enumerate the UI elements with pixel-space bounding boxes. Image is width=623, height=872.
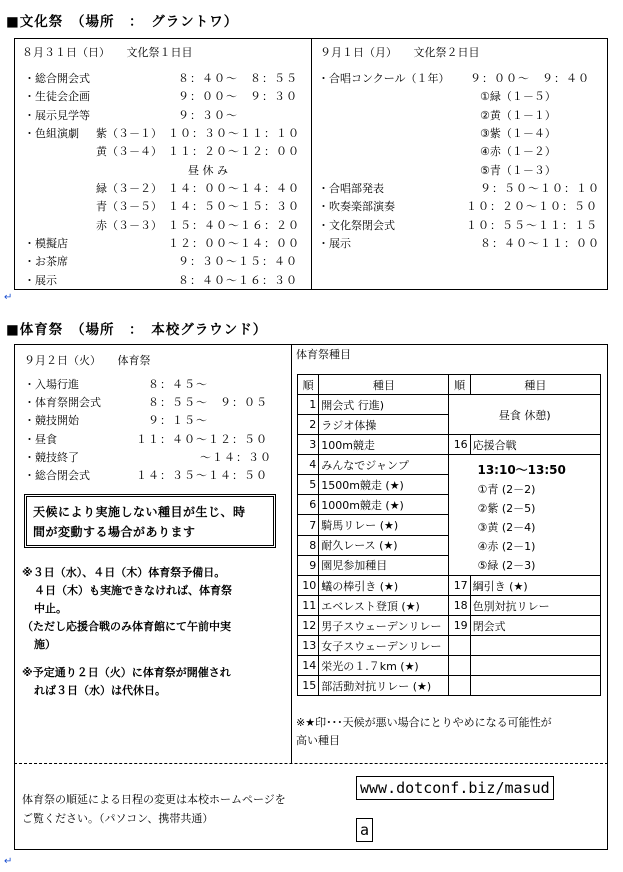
list-item-time: ９：００～ ９：４０ <box>470 72 590 85</box>
sports-divider <box>291 344 292 763</box>
list-item-time: ９：３０～ <box>178 109 238 122</box>
note-line: （ただし応援合戦のみ体育館にて午前中実 <box>22 620 231 633</box>
event-name: 開会式 行進) <box>319 395 449 415</box>
note-line: 施） <box>34 638 56 651</box>
event-number: 8 <box>298 535 319 555</box>
list-item-time: １２：００～１４：００ <box>168 237 300 250</box>
event-name: 蟻の棒引き (★) <box>319 576 449 596</box>
column-header: 種目 <box>470 375 600 395</box>
list-item-time: １５：４０～１６：２０ <box>168 219 300 232</box>
event-name: 騎馬リレー (★) <box>319 515 449 535</box>
footer-text-line: ご覧ください。（パソコン、携帯共通） <box>22 812 214 825</box>
event-number: 17 <box>449 576 470 596</box>
list-item-label: ・展示 <box>24 274 57 287</box>
event-number: 15 <box>298 676 319 696</box>
footer-text-line: 体育祭の順延による日程の変更は本校ホームページを <box>22 793 286 806</box>
table-row <box>298 435 601 455</box>
culture-divider <box>311 38 312 290</box>
event-number: 4 <box>298 455 319 475</box>
event-name: 1000m競走 (★) <box>319 495 449 515</box>
note-line: れば３日（水）は代休日。 <box>34 684 166 697</box>
list-item-label: ・総合開会式 <box>24 72 90 85</box>
table-header-row <box>298 375 601 395</box>
return-mark-icon: ↵ <box>4 856 13 867</box>
note-line: 高い種目 <box>296 734 340 747</box>
table-row <box>298 596 601 616</box>
chorus-order-item: ③紫（１－４） <box>480 127 556 140</box>
day1-header: ８月３１日（日） 文化祭１日目 <box>22 46 193 59</box>
list-item-label: ・文化祭閉会式 <box>318 219 395 232</box>
list-item-time: ８：４０～ ８：５５ <box>178 72 298 85</box>
chorus-order-item: ④赤（１－２） <box>480 145 556 158</box>
list-item-label: ・合唱部発表 <box>318 182 384 195</box>
table-row <box>298 395 601 415</box>
event-number: 19 <box>449 616 470 636</box>
list-item-time: １１：４０～１２：５０ <box>136 433 268 446</box>
list-item-label: ・生徒会企画 <box>24 90 90 103</box>
list-item-label: ・展示見学等 <box>24 109 90 122</box>
list-item-group: 青（３－５） <box>96 200 162 213</box>
event-name: エベレスト登頂 (★) <box>319 596 449 616</box>
list-item-time: ９：１５～ <box>148 414 208 427</box>
event-number: 11 <box>298 596 319 616</box>
chorus-order-item: ①緑（１－５） <box>480 90 556 103</box>
list-item-group: 黄（３－４） <box>96 145 162 158</box>
event-name: 100m競走 <box>319 435 449 455</box>
list-item-label: ・吹奏楽部演奏 <box>318 200 395 213</box>
event-number: 5 <box>298 475 319 495</box>
event-name: 男子スウェーデンリレー <box>319 616 449 636</box>
chorus-order-item: ②黄（１－１） <box>480 109 556 122</box>
event-name: 綱引き (★) <box>470 576 600 596</box>
table-row <box>298 455 601 475</box>
event-name: 部活動対抗リレー (★) <box>319 676 449 696</box>
list-item-group: 赤（３－３） <box>96 219 162 232</box>
note-line: ※★印･･･天候が悪い場合にとりやめになる可能性が <box>296 716 552 729</box>
day2-header: ９月１日（月） 文化祭２日目 <box>320 46 480 59</box>
list-item-time: ８：４５～ <box>148 378 208 391</box>
event-name: 色別対抗リレー <box>470 596 600 616</box>
list-item-time: １０：３０～１１：１０ <box>168 127 300 140</box>
event-number: 3 <box>298 435 319 455</box>
note-line: ※３日（水）、４日（木）体育祭予備日。 <box>22 566 226 579</box>
event-number: 7 <box>298 515 319 535</box>
homepage-url[interactable]: www.dotconf.biz/masud <box>356 776 554 800</box>
chorus-order-item: ⑤青（１－３） <box>480 164 556 177</box>
list-item-time: １４：５０～１５：３０ <box>168 200 300 213</box>
note-line: ※予定通り２日（火）に体育祭が開催され <box>22 666 231 679</box>
list-item-time: ８：４０～１６：３０ <box>178 274 298 287</box>
event-number: 18 <box>449 596 470 616</box>
list-item-label: ・体育祭開会式 <box>24 396 101 409</box>
list-item-time: ８：５５～ ９：０５ <box>148 396 268 409</box>
note-line: ４日（木）も実施できなければ、体育祭 <box>34 584 232 597</box>
event-number: 6 <box>298 495 319 515</box>
event-number: 1 <box>298 395 319 415</box>
weather-notice-line: 間が変動する場合があります <box>33 525 196 539</box>
weather-notice-box <box>24 494 276 548</box>
event-number: 16 <box>449 435 470 455</box>
list-item-label: ・展示 <box>318 237 351 250</box>
list-item-time: ８：４０～１１：００ <box>480 237 600 250</box>
weather-notice-line: 天候により実施しない種目が生じ、時 <box>33 505 246 519</box>
cheer-order-item: ⑤緑 (2－3) <box>477 559 536 572</box>
event-name: みんなでジャンプ <box>319 455 449 475</box>
list-item-label: ・競技開始 <box>24 414 79 427</box>
column-header: 順 <box>298 375 319 395</box>
column-header: 順 <box>449 375 470 395</box>
event-number: 12 <box>298 616 319 636</box>
list-item-time: ９：００～ ９：３０ <box>178 90 298 103</box>
list-item-group: 紫（３－１） <box>96 127 162 140</box>
event-number: 14 <box>298 656 319 676</box>
event-number: 9 <box>298 555 319 575</box>
event-name: ラジオ体操 <box>319 415 449 435</box>
event-name: 1500m競走 (★) <box>319 475 449 495</box>
cheer-time: 13:10～13:50 <box>477 463 566 477</box>
list-item-label: ・昼食 <box>24 433 57 446</box>
list-item-label: ・総合閉会式 <box>24 469 90 482</box>
table-row <box>298 576 601 596</box>
lunch-break-label: 昼 休 み <box>188 164 228 177</box>
list-item-time: １０：２０～１０：５０ <box>466 200 598 213</box>
sports-heading: ■体育祭 （場所 ： 本校グラウンド） <box>6 322 268 338</box>
event-name: 耐久レース (★) <box>319 535 449 555</box>
lunch-break-cell: 昼食 休憩) <box>449 395 601 435</box>
table-row <box>298 676 601 696</box>
event-name: 応援合戦 <box>470 435 600 455</box>
cheer-order-item: ②紫 (2－5) <box>477 502 536 515</box>
cheer-order-cell <box>449 455 601 576</box>
event-name: 女子スウェーデンリレー <box>319 636 449 656</box>
list-item-time: ～１４：３０ <box>200 451 272 464</box>
event-name: 園児参加種目 <box>319 555 449 575</box>
sports-footer-divider <box>14 763 608 764</box>
sports-day-header: ９月２日（火） 体育祭 <box>24 354 151 367</box>
list-item-label: ・色組演劇 <box>24 127 79 140</box>
list-item-label: ・お茶席 <box>24 255 68 268</box>
cheer-order-item: ③黄 (2－4) <box>477 521 536 534</box>
column-header: 種目 <box>319 375 449 395</box>
list-item-group: 緑（３－２） <box>96 182 162 195</box>
list-item-time: １１：２０～１２：００ <box>168 145 300 158</box>
events-title: 体育祭種目 <box>296 348 351 361</box>
table-row <box>298 656 601 676</box>
list-item-time: ９：５０～１０：１０ <box>480 182 600 195</box>
list-item-time: １４：００～１４：４０ <box>168 182 300 195</box>
list-item-time: ９：３０～１５：４０ <box>178 255 298 268</box>
event-number: 10 <box>298 576 319 596</box>
event-number: 2 <box>298 415 319 435</box>
event-number: 13 <box>298 636 319 656</box>
events-table <box>297 374 601 696</box>
return-mark-icon: ↵ <box>4 292 13 303</box>
homepage-url-continuation[interactable]: a <box>356 818 373 842</box>
list-item-time: １４：３５～１４：５０ <box>136 469 268 482</box>
list-item-label: ・競技終了 <box>24 451 79 464</box>
table-row <box>298 636 601 656</box>
note-line: 中止。 <box>34 602 67 615</box>
list-item-label: ・模擬店 <box>24 237 68 250</box>
event-name: 閉会式 <box>470 616 600 636</box>
list-item-label: ・合唱コンクール（１年） <box>318 72 450 85</box>
list-item-time: １０：５５～１１：１５ <box>466 219 598 232</box>
culture-heading: ■文化祭 （場所 ： グラントワ） <box>6 14 239 30</box>
event-name: 栄光の１.７km (★) <box>319 656 449 676</box>
list-item-label: ・入場行進 <box>24 378 79 391</box>
cheer-order-item: ④赤 (2－1) <box>477 540 536 553</box>
cheer-order-item: ①青 (2－2) <box>477 483 536 496</box>
table-row <box>298 616 601 636</box>
